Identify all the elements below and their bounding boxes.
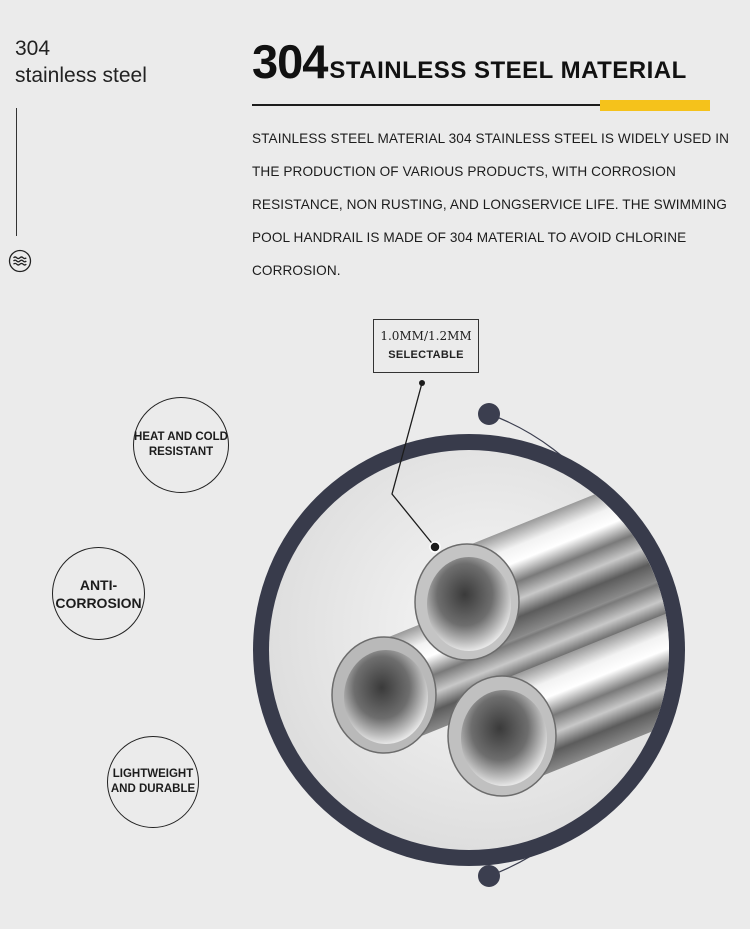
feature-anti-corrosion xyxy=(52,547,145,640)
thickness-callout xyxy=(373,319,479,373)
title-text: STAINLESS STEEL MATERIAL xyxy=(329,57,687,84)
title-number: 304 xyxy=(252,35,328,88)
feature-line: RESISTANT xyxy=(148,446,214,458)
arc-dot-bottom xyxy=(478,865,500,887)
arc-dot-top xyxy=(478,403,500,425)
side-subtitle: stainless steel xyxy=(15,64,147,87)
feature-lightweight-durable xyxy=(107,736,199,828)
feature-line: LIGHTWEIGHT xyxy=(112,768,194,780)
side-number: 304 xyxy=(15,37,51,60)
tube-end-top xyxy=(415,544,519,660)
feature-line: CORROSION xyxy=(55,594,142,611)
tube-end-left xyxy=(332,637,436,753)
callout-leader-dot-end xyxy=(430,542,440,552)
description: STAINLESS STEEL MATERIAL 304 STAINLESS STEEL IS WIDELY USED IN THE PRODUCTION OF VARIOUS PRODUCTS, WITH CORROSION RESISTANCE, NON RUSTING, AND LONGSERVICE LIFE. THE SWIMMING POOL HANDRAIL IS MADE OF 304 MATERIAL TO AVOID CHLORINE CORROSION. xyxy=(252,131,730,278)
tube-end-front xyxy=(448,676,556,796)
feature-line: ANTI- xyxy=(79,576,118,593)
feature-heat-cold-resistant xyxy=(133,397,229,493)
feature-line: AND DURABLE xyxy=(110,783,196,795)
callout-selectable: SELECTABLE xyxy=(388,349,464,361)
callout-thickness: 1.0MM/1.2MM xyxy=(380,329,472,343)
feature-line: HEAT AND COLD xyxy=(134,431,228,443)
callout-leader-dot-top xyxy=(419,380,425,386)
